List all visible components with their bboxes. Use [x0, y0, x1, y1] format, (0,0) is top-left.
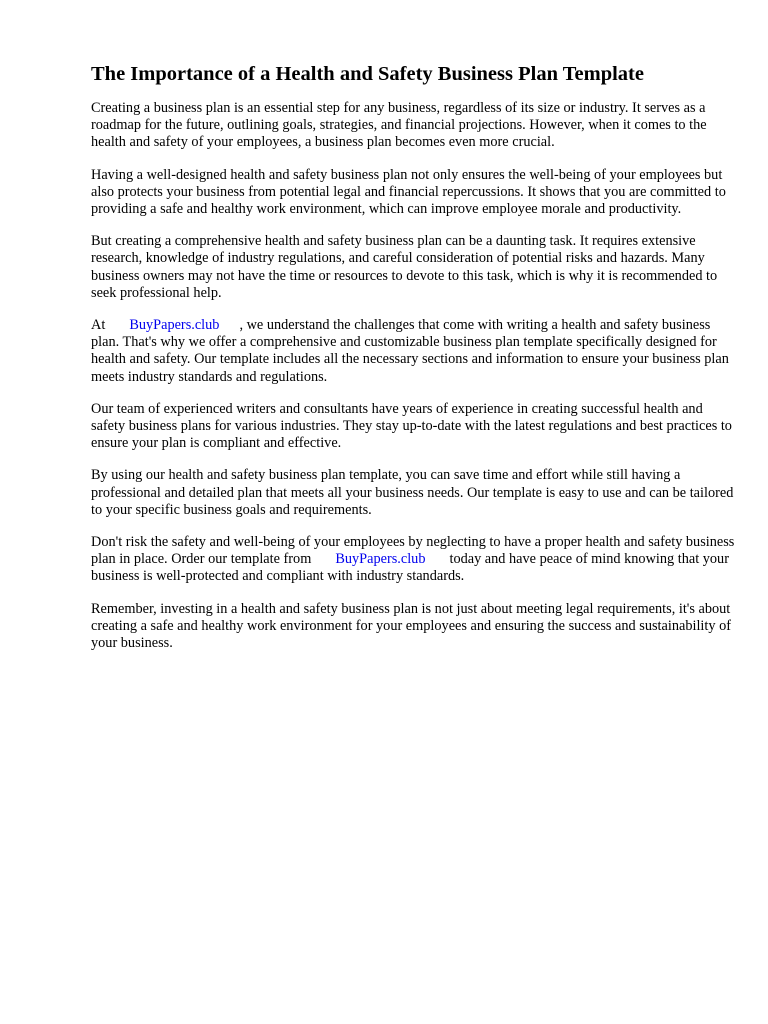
paragraph-team: Our team of experienced writers and consultants have years of experience in creating successful health and safety business plans for various industries. They stay up-to-date with the latest regulations and best practices to ensure your plan is compliant and effective.	[91, 400, 732, 452]
document-page	[91, 62, 736, 667]
paragraph-offer	[91, 317, 736, 386]
paragraph-challenges: But creating a comprehensive health and safety business plan can be a daunting task. It requires extensive research, knowledge of industry regulations, and careful consideration of potential risks and hazards. Many business owners may not have the time or resources to devote to this task, which is why it is recommended to seek professional help.	[91, 233, 718, 301]
paragraph-offer-lead: At	[91, 317, 106, 334]
paragraph-intro: Creating a business plan is an essential step for any business, regardless of its size or industry. It serves as a roadmap for the future, outlining goals, strategies, and financial projections. However, when it comes to the health and safety of your employees, a business plan becomes even more crucial.	[91, 100, 707, 151]
paragraph-benefits: Having a well-designed health and safety business plan not only ensures the well-being of your employees but also protects your business from potential legal and financial repercussions. It shows that you are committed to providing a safe and healthy work environment, which can improve employee morale and productivity.	[91, 166, 726, 218]
paragraph-call-to-action	[91, 534, 736, 586]
page-title: The Importance of a Health and Safety Business Plan Template	[91, 63, 644, 85]
paragraph-cta-lead: Don't risk the safety and well-being of your employees by neglecting to have a proper health and safety business plan in place. Order our template from	[91, 534, 735, 568]
paragraph-offer-body: , we understand the challenges that come with writing a health and safety business plan. That's why we offer a comprehensive and customizable business plan template specifically designed for health and safety. Our template includes all the necessary sections and information to ensure your business plan meets industry standards and regulations.	[91, 317, 729, 385]
paragraph-cta-body: today and have peace of mind knowing that your business is well-protected and compliant with industry standards.	[91, 551, 729, 585]
paragraph-template-use: By using our health and safety business plan template, you can save time and effort while still having a professional and detailed plan that meets all your business needs. Our template is easy to use and can be tailored to your specific business goals and requirements.	[91, 467, 734, 518]
buypapers-link[interactable]: BuyPapers.club	[129, 317, 220, 334]
paragraph-closing: Remember, investing in a health and safety business plan is not just about meeting legal requirements, it's about creating a safe and healthy work environment for your employees and ensuring the success and sustainability of your business.	[91, 600, 731, 652]
buypapers-link-order[interactable]: BuyPapers.club	[335, 551, 426, 568]
